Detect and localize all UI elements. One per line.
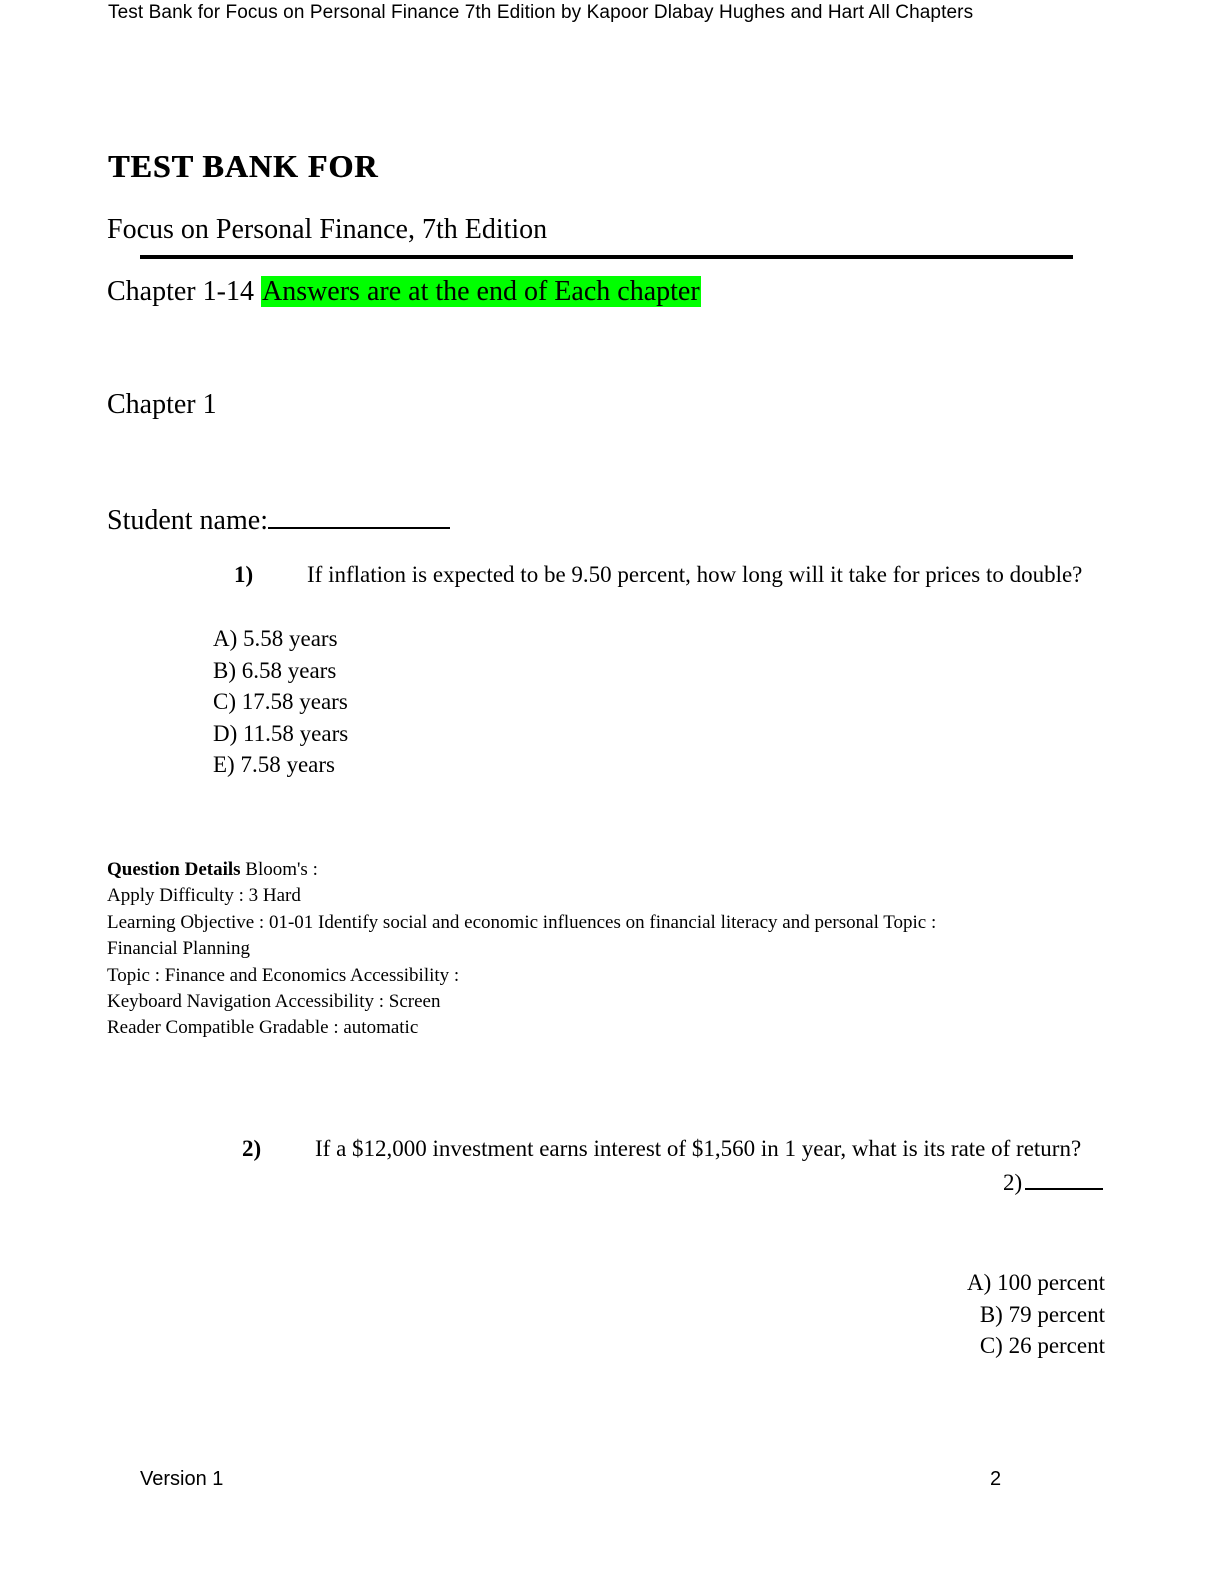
question-1-number: 1): [234, 562, 254, 587]
details-line: Topic : Finance and Economics Accessibility :: [107, 964, 460, 986]
choice-b: B) 6.58 years: [213, 657, 337, 683]
student-name-blank: [268, 501, 450, 529]
question-2-text: If a $12,000 investment earns interest of $1,560 in 1 year, what is its rate of return?: [315, 1136, 1082, 1161]
choice-a: A) 100 percent: [967, 1270, 1105, 1295]
choice-c: C) 17.58 years: [213, 689, 348, 715]
title-divider: [140, 255, 1073, 259]
chapter-heading: Chapter 1: [107, 389, 217, 420]
question-2-choices: [967, 1267, 1105, 1362]
details-line: Reader Compatible Gradable : automatic: [107, 1017, 419, 1039]
answer-blank-label: 2): [1003, 1170, 1023, 1195]
details-line: Learning Objective : 01-01 Identify social and economic influences on financial literacy and personal Topic :: [107, 911, 937, 933]
footer-version: Version 1: [140, 1468, 224, 1490]
chapter-range: Chapter 1-14: [107, 276, 254, 307]
details-line: Apply Difficulty : 3 Hard: [107, 885, 301, 907]
footer-page-number: 2: [990, 1468, 1002, 1490]
choice-b: B) 79 percent: [979, 1301, 1105, 1327]
question-1-details: [107, 857, 936, 1042]
choice-d: D) 11.58 years: [213, 720, 349, 746]
question-1-choices: [213, 623, 348, 781]
details-line: Keyboard Navigation Accessibility : Screen: [107, 991, 441, 1013]
question-2-answer-blank: [1003, 1168, 1103, 1196]
details-label: Question Details: [107, 859, 241, 880]
choice-c: C) 26 percent: [979, 1333, 1105, 1359]
details-line: Financial Planning: [107, 938, 251, 960]
student-name-field: [107, 501, 450, 537]
details-line: Question Details Bloom's :: [107, 859, 318, 880]
answer-blank-line: [1025, 1168, 1103, 1190]
running-header: Test Bank for Focus on Personal Finance 7th Edition by Kapoor Dlabay Hughes and Hart All Chapters: [108, 2, 974, 23]
chapter-range-line: [107, 276, 701, 308]
student-name-label: Student name:: [107, 505, 268, 536]
question-1-text: If inflation is expected to be 9.50 percent, how long will it take for prices to double?: [307, 562, 1083, 587]
test-bank-heading: TEST BANK FOR: [108, 148, 379, 184]
choice-a: A) 5.58 years: [213, 626, 338, 651]
answers-note-highlight: Answers are at the end of Each chapter: [261, 276, 700, 307]
book-title: Focus on Personal Finance, 7th Edition: [107, 214, 548, 245]
choice-e: E) 7.58 years: [213, 752, 335, 778]
question-2-number: 2): [242, 1136, 262, 1161]
